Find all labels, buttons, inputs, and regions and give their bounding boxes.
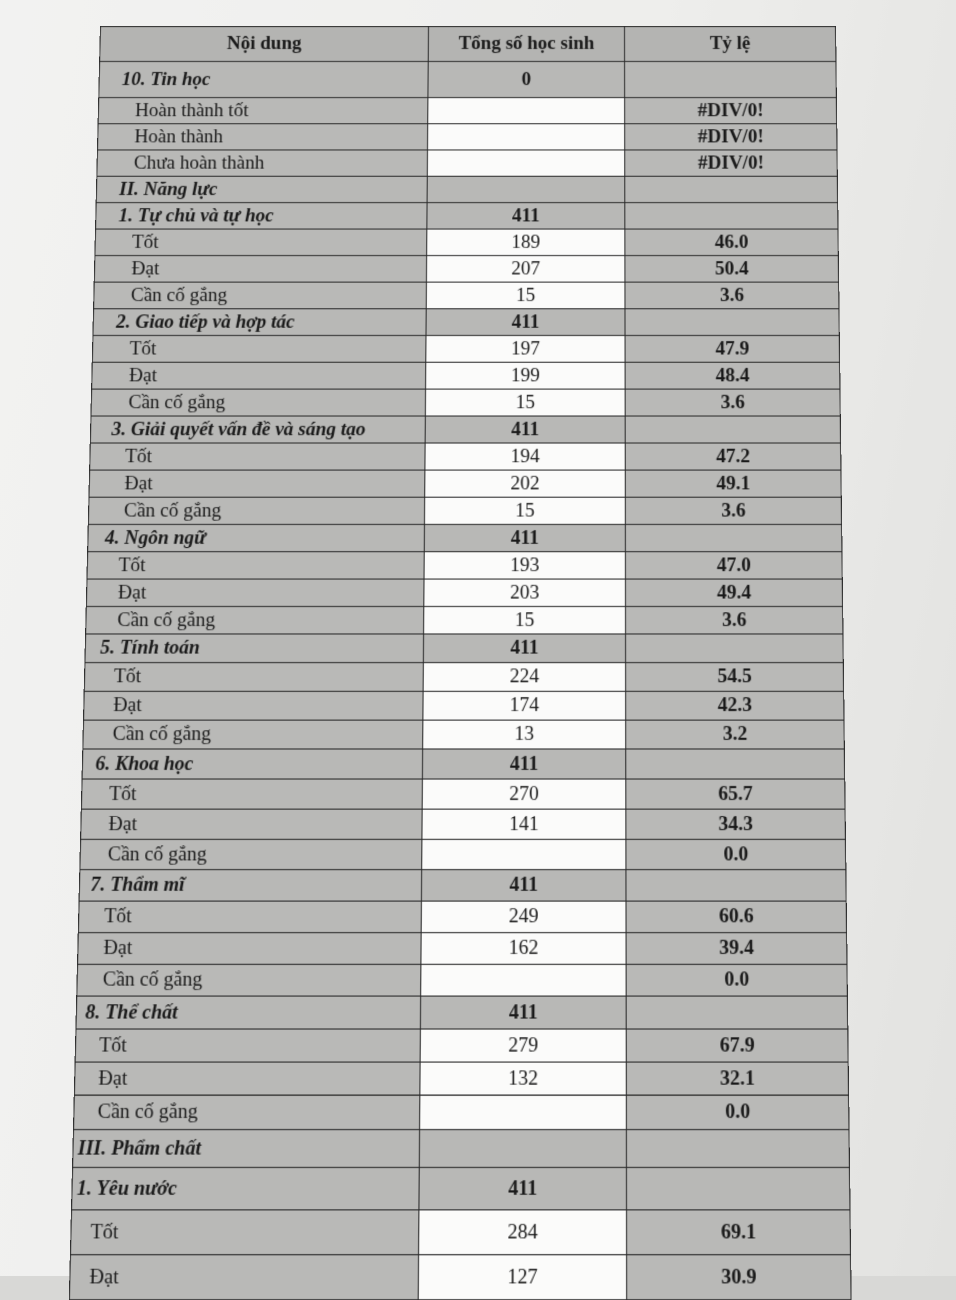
row-total: 411	[420, 996, 626, 1029]
table-row	[74, 1062, 848, 1095]
row-total: 224	[423, 663, 626, 692]
row-label: 6. Khoa học	[82, 749, 423, 779]
row-rate: 0.0	[626, 1095, 849, 1129]
row-label: Tốt	[87, 552, 424, 579]
group-row	[96, 203, 838, 229]
row-rate	[625, 176, 838, 202]
row-rate	[626, 996, 848, 1029]
row-label: Đạt	[92, 362, 426, 389]
row-total: 411	[424, 524, 625, 551]
row-label: Hoàn thành tốt	[98, 98, 428, 124]
row-total: 189	[427, 229, 625, 256]
row-total: 284	[419, 1210, 627, 1255]
row-label: Cần cố gắng	[88, 497, 424, 524]
row-rate: 3.6	[625, 497, 841, 524]
table-row	[86, 579, 842, 606]
row-rate: 47.2	[625, 443, 841, 470]
row-rate	[626, 1130, 849, 1168]
table-row	[77, 964, 848, 996]
row-total: 199	[426, 362, 626, 389]
row-label: Cần cố gắng	[86, 606, 424, 633]
row-label: Tốt	[78, 901, 421, 933]
row-label: 8. Thể chất	[76, 996, 421, 1029]
row-total: 15	[425, 389, 625, 416]
table-row	[98, 98, 837, 124]
row-rate	[625, 203, 838, 229]
row-total	[427, 150, 624, 176]
row-label: Tốt	[75, 1029, 420, 1062]
header-content: Nội dung	[100, 26, 429, 61]
row-rate: 39.4	[626, 933, 847, 965]
group-row	[93, 309, 839, 336]
table-row	[88, 497, 841, 524]
section-row	[73, 1130, 850, 1168]
row-total: 411	[422, 749, 625, 779]
row-total: 194	[425, 443, 625, 470]
row-rate: 46.0	[625, 229, 838, 256]
table-row	[75, 1029, 848, 1062]
row-total: 411	[421, 870, 626, 901]
table-row	[78, 901, 846, 933]
row-total: 197	[426, 335, 625, 362]
section-row	[96, 176, 837, 202]
table-row	[86, 606, 843, 633]
row-label: Chưa hoàn thành	[97, 150, 428, 176]
row-rate: 50.4	[625, 256, 839, 283]
group-row	[85, 634, 843, 663]
group-row	[72, 1167, 850, 1209]
row-label: Tốt	[70, 1210, 418, 1255]
header-total-students: Tổng số học sinh	[428, 26, 624, 61]
row-total: 270	[422, 779, 626, 809]
row-total: 411	[423, 634, 625, 663]
row-total	[427, 176, 625, 202]
row-rate: 3.2	[626, 720, 845, 749]
row-label: Cần cố gắng	[83, 720, 423, 749]
table-row	[81, 779, 845, 809]
row-label: Đạt	[86, 579, 424, 606]
row-total	[420, 1095, 627, 1129]
row-total	[421, 964, 626, 996]
row-rate	[626, 1167, 850, 1209]
table-row	[91, 389, 840, 416]
row-rate: 3.6	[625, 606, 842, 633]
row-label: Cần cố gắng	[73, 1095, 419, 1129]
row-rate: 42.3	[626, 691, 844, 720]
row-label: Đạt	[81, 809, 423, 839]
row-rate	[625, 309, 839, 336]
row-label: 4. Ngôn ngữ	[88, 524, 425, 551]
row-total: 13	[423, 720, 626, 749]
row-label: Cần cố gắng	[77, 964, 421, 996]
table-row	[83, 720, 845, 749]
row-label: Cần cố gắng	[94, 282, 427, 309]
row-label: 5. Tính toán	[85, 634, 424, 663]
group-row	[99, 61, 837, 97]
row-rate	[625, 416, 840, 443]
table-row	[95, 229, 838, 256]
table-body	[69, 61, 851, 1299]
row-rate: 32.1	[626, 1062, 848, 1095]
row-rate: 54.5	[626, 663, 844, 692]
row-label: Cần cố gắng	[91, 389, 426, 416]
row-rate: #DIV/0!	[625, 124, 837, 150]
row-label: II. Năng lực	[96, 176, 427, 202]
row-rate: #DIV/0!	[625, 98, 837, 124]
row-total: 132	[420, 1062, 626, 1095]
row-label: 7. Thẩm mĩ	[79, 870, 422, 901]
row-rate: 48.4	[625, 362, 840, 389]
row-total	[419, 1130, 626, 1168]
table-row	[89, 470, 841, 497]
table-row	[92, 335, 839, 362]
row-label: 3. Giải quyết vấn đề và sáng tạo	[90, 416, 425, 443]
results-table	[69, 26, 852, 1300]
table-header-row	[100, 26, 836, 61]
row-label: Đạt	[89, 470, 425, 497]
row-total: 0	[428, 61, 625, 97]
group-row	[79, 870, 846, 901]
table-row	[97, 150, 838, 176]
header-rate: Tỷ lệ	[625, 26, 836, 61]
row-total	[422, 839, 626, 869]
row-label: Đạt	[78, 933, 422, 965]
row-total: 15	[424, 497, 625, 524]
row-total: 141	[422, 809, 626, 839]
row-total: 249	[421, 901, 626, 933]
row-label: Đạt	[69, 1255, 418, 1300]
row-rate: 65.7	[626, 779, 845, 809]
row-label: 1. Yêu nước	[72, 1167, 420, 1209]
row-rate	[626, 870, 846, 901]
row-total: 162	[421, 933, 626, 965]
row-total: 127	[418, 1255, 626, 1300]
row-label: III. Phẩm chất	[73, 1130, 420, 1168]
row-rate: 3.6	[625, 389, 840, 416]
table-row	[87, 552, 842, 579]
row-total	[427, 124, 624, 150]
row-rate: 30.9	[627, 1255, 852, 1300]
row-label: Đạt	[74, 1062, 420, 1095]
row-total	[428, 98, 625, 124]
row-total: 203	[424, 579, 626, 606]
table-row	[80, 839, 846, 869]
row-rate	[626, 749, 845, 779]
row-total: 279	[420, 1029, 626, 1062]
table-row	[81, 809, 846, 839]
row-total: 15	[426, 282, 625, 309]
row-total: 174	[423, 691, 626, 720]
row-rate: 0.0	[626, 839, 846, 869]
row-rate	[625, 61, 837, 97]
row-rate: #DIV/0!	[625, 150, 838, 176]
row-label: 1. Tự chủ và tự học	[96, 203, 428, 229]
row-label: Đạt	[94, 256, 426, 283]
row-total: 411	[426, 309, 625, 336]
row-label: 10. Tin học	[99, 61, 428, 97]
row-label: Tốt	[84, 663, 423, 692]
table-row	[94, 282, 839, 309]
table-row	[78, 933, 847, 965]
row-label: Tốt	[92, 335, 426, 362]
table-row	[69, 1255, 851, 1300]
row-total: 202	[425, 470, 626, 497]
table-row	[94, 256, 838, 283]
row-label: Tốt	[95, 229, 427, 256]
row-rate: 0.0	[626, 964, 847, 996]
row-label: Hoàn thành	[97, 124, 427, 150]
row-total: 15	[424, 606, 626, 633]
row-label: Cần cố gắng	[80, 839, 422, 869]
row-total: 411	[425, 416, 625, 443]
row-label: Tốt	[90, 443, 425, 470]
row-rate: 47.9	[625, 335, 840, 362]
table-row	[84, 663, 843, 692]
group-row	[82, 749, 845, 779]
row-total: 207	[426, 256, 625, 283]
row-total: 193	[424, 552, 625, 579]
row-rate: 49.4	[625, 579, 842, 606]
group-row	[88, 524, 842, 551]
table-row	[73, 1095, 849, 1129]
table-row	[70, 1210, 850, 1255]
table-row	[97, 124, 837, 150]
row-label: Đạt	[84, 691, 424, 720]
row-total: 411	[419, 1167, 627, 1209]
row-label: Tốt	[81, 779, 422, 809]
row-rate: 3.6	[625, 282, 839, 309]
row-rate: 34.3	[626, 809, 846, 839]
row-rate	[625, 524, 842, 551]
group-row	[90, 416, 840, 443]
group-row	[76, 996, 848, 1029]
row-rate	[626, 634, 844, 663]
row-rate: 60.6	[626, 901, 847, 933]
row-rate: 67.9	[626, 1029, 848, 1062]
table-row	[90, 443, 841, 470]
row-label: 2. Giao tiếp và hợp tác	[93, 309, 426, 336]
table-row	[84, 691, 844, 720]
table-row	[92, 362, 840, 389]
row-rate: 49.1	[625, 470, 841, 497]
row-total: 411	[427, 203, 625, 229]
row-rate: 69.1	[627, 1210, 851, 1255]
row-rate: 47.0	[625, 552, 842, 579]
